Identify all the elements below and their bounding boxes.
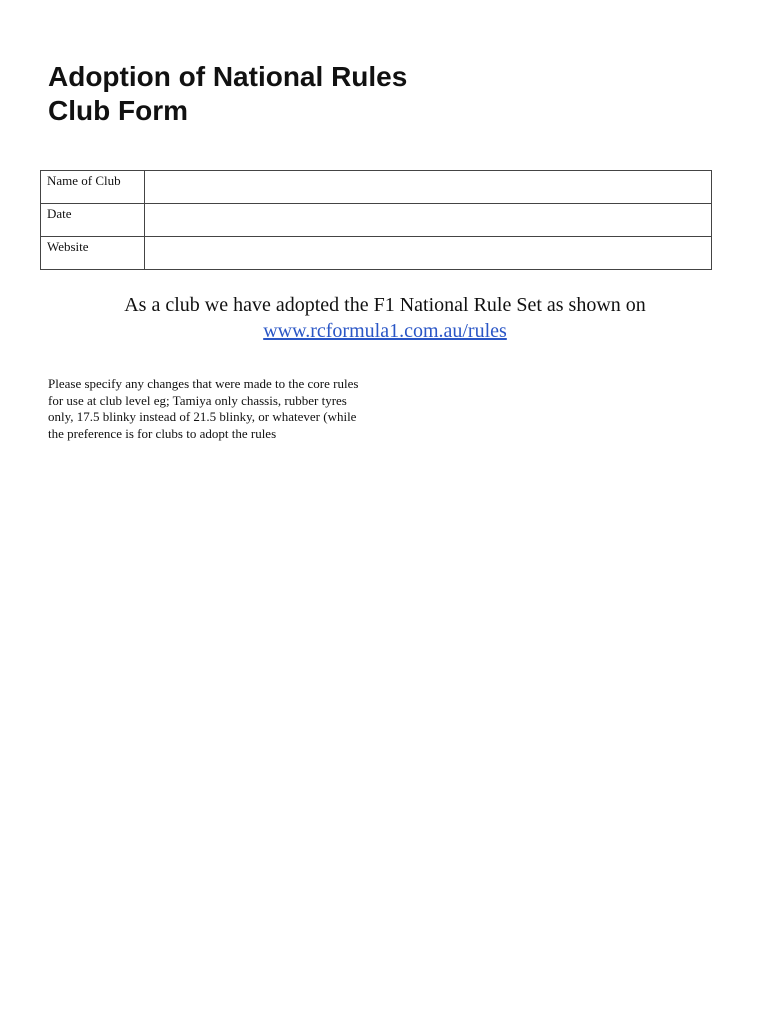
- adoption-statement: [0, 292, 770, 344]
- adoption-statement-text: As a club we have adopted the F1 National Rule Set as shown on: [124, 294, 646, 316]
- rules-link[interactable]: www.rcformula1.com.au/rules: [263, 320, 507, 342]
- document-title: [48, 60, 407, 128]
- date-label: Date: [41, 204, 145, 237]
- date-field[interactable]: [145, 204, 712, 237]
- website-field[interactable]: [145, 237, 712, 270]
- title-line-2: Club Form: [48, 95, 188, 126]
- table-row: [41, 237, 712, 270]
- table-row: [41, 171, 712, 204]
- table-row: [41, 204, 712, 237]
- website-label: Website: [41, 237, 145, 270]
- title-line-1: Adoption of National Rules: [48, 61, 408, 92]
- name-of-club-label: Name of Club: [41, 171, 145, 204]
- changes-instructions: Please specify any changes that were made to the core rules for use at club level eg; Tamiya only chassis, rubber tyres only, 17.5 blinky instead of 21.5 blinky, or whatever (while the preference is for clubs to adopt the rules: [48, 376, 359, 441]
- club-details-table: [40, 170, 712, 270]
- name-of-club-field[interactable]: [145, 171, 712, 204]
